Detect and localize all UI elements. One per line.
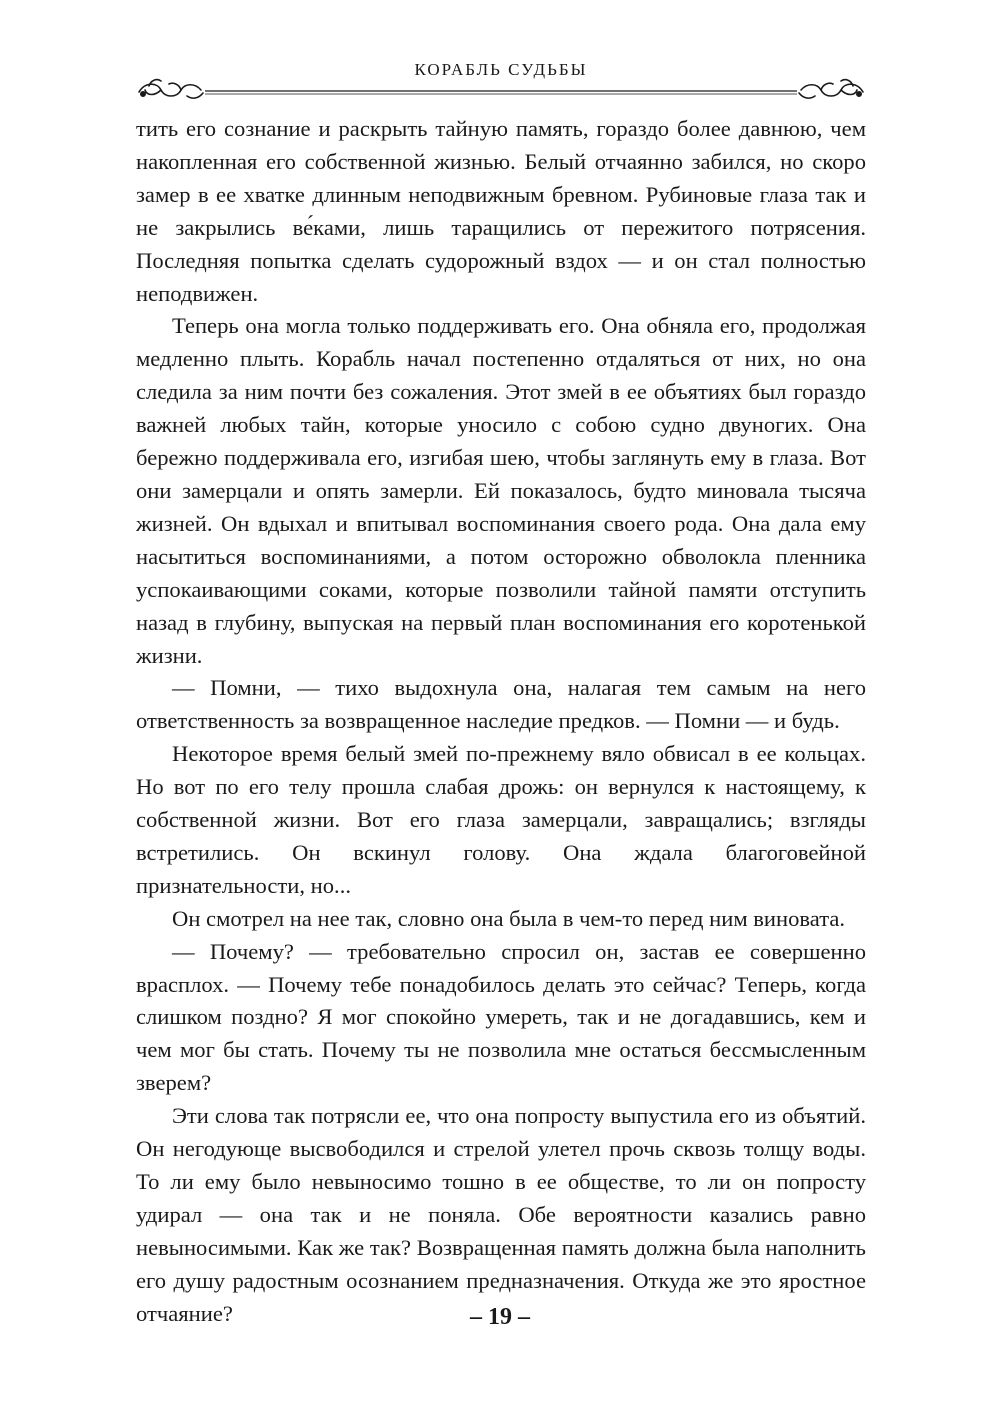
paragraph: — Почему? — требовательно спросил он, застав ее совершенно врасплох. — Почему тебе понадобилось делать это сейчас? Теперь, когда слишком поздно? Я мог спокойно умереть, так и не догадавшись, кем и чем мог бы стать. Почему ты не позволила мне остаться бессмысленным зверем?	[136, 938, 866, 1096]
left-flourish-icon	[139, 80, 203, 99]
book-title: КОРАБЛЬ СУДЬБЫ	[414, 60, 588, 79]
body-text	[136, 113, 866, 1331]
right-flourish-icon	[799, 80, 863, 99]
paragraph: Теперь она могла только поддерживать его. Она обняла его, продолжая медленно плыть. Корабль начал постепенно отдаляться от них, но она следила за ним почти без сожаления. Этот змей в ее объятиях был гораздо важней любых тайн, которые уносило с собою судно двуногих. Она бережно поддерживала его, изгибая шею, чтобы заглянуть ему в глаза. Вот они замерцали и опять замерли. Ей показалось, будто миновала тысяча жизней. Он вдыхал и впитывал воспоминания своего рода. Она дала ему насытиться воспоминаниями, а потом осторожно обволокла пленника успокаивающими соками, которые позволили тайной памяти отступить назад в глубину, выпуская на первый план воспоминания его коротенькой жизни.	[136, 313, 866, 668]
paragraph: Некоторое время белый змей по-прежнему вяло обвисал в ее кольцах. Но вот по его телу прошла слабая дрожь: он вернулся к настоящему, к собственной жизни. Вот его глаза замерцали, завращались; взгляды встретились. Он вскинул голову. Она ждала благоговейной признательности, но...	[136, 741, 866, 898]
paragraph: Он смотрел на нее так, словно она была в чем-то перед ним виновата.	[172, 905, 846, 931]
paragraph: Эти слова так потрясли ее, что она попросту выпустила его из объятий. Он негодующе высвободился и стрелой улетел прочь сквозь толщу воды. То ли ему было невыносимо тошно в ее обществе, то ли он попросту удирал — она так и не поняла. Обе вероятности казались равно невыносимыми. Как же так? Возвращенная память должна была наполнить его душу радостным осознанием предназначения. Откуда же это яростное отчаяние?	[136, 1103, 866, 1326]
running-header	[135, 56, 867, 106]
page-number: – 19 –	[470, 1304, 530, 1330]
paragraph: тить его сознание и раскрыть тайную память, гораздо более давнюю, чем накопленная его собственной жизнью. Белый отчаянно забился, но скоро замер в ее хватке длинным неподвижным бревном. Рубиновые глаза так и не закрылись ве́ками, лишь таращились от пережитого потрясения. Последняя попытка сделать судорожный вздох — и он стал полностью неподвижен.	[136, 116, 866, 306]
paragraph: — Помни, — тихо выдохнула она, налагая тем самым на него ответственность за возвращенное наследие предков. — Помни — и будь.	[136, 675, 866, 734]
